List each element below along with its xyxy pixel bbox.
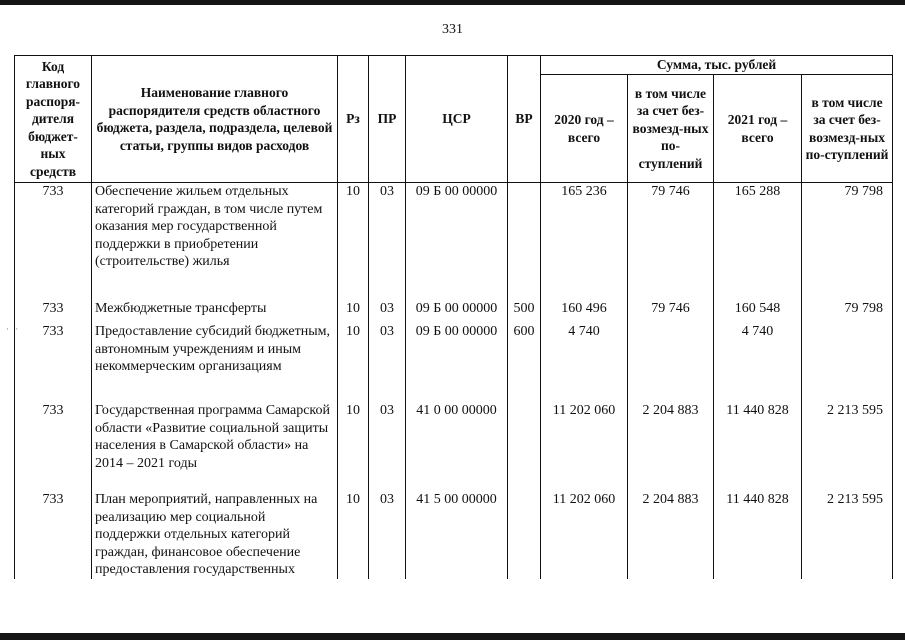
budget-table — [14, 55, 893, 579]
cell-2021-free: 2 213 595 — [802, 491, 893, 579]
page-number: 331 — [442, 22, 463, 37]
cell-rz: 10 — [338, 323, 369, 402]
cell-2020-total: 165 236 — [541, 183, 628, 301]
cell-name: План мероприятий, направленных на реализацию мер социальной поддержки отдельных категорий граждан, финансовое обеспечение предоставления государственных — [92, 491, 338, 579]
cell-vr — [508, 491, 541, 579]
header-2021-total: 2021 год – всего — [714, 75, 802, 183]
cell-code: 733 — [15, 183, 92, 301]
cell-pr: 03 — [369, 491, 406, 579]
cell-2020-total: 11 202 060 — [541, 402, 628, 491]
header-2020-total: 2020 год – всего — [541, 75, 628, 183]
table-row — [15, 183, 893, 301]
cell-code: 733 — [15, 402, 92, 491]
cell-2021-total: 160 548 — [714, 300, 802, 323]
header-rz: Рз — [338, 56, 369, 183]
table-row — [15, 300, 893, 323]
cell-name: Обеспечение жильем отдельных категорий граждан, в том числе путем оказания мер государственной поддержки в приобретении (строительстве) жилья — [92, 183, 338, 301]
cell-2020-free — [628, 323, 714, 402]
header-2020-free: в том числе за счет без-возмезд-ных по-ступлений — [628, 75, 714, 183]
cell-2020-free: 2 204 883 — [628, 491, 714, 579]
header-sum: Сумма, тыс. рублей — [541, 56, 893, 75]
cell-2021-total: 4 740 — [714, 323, 802, 402]
cell-code: 733 — [15, 491, 92, 579]
header-code: Код главного распоря-дителя бюджет-ных средств — [15, 56, 92, 183]
cell-2021-free — [802, 323, 893, 402]
table-row — [15, 491, 893, 579]
cell-2020-free: 79 746 — [628, 183, 714, 301]
top-scan-border — [0, 0, 905, 5]
table-row — [15, 402, 893, 491]
cell-rz: 10 — [338, 402, 369, 491]
cell-rz: 10 — [338, 183, 369, 301]
table-row — [15, 323, 893, 402]
cell-vr: 500 — [508, 300, 541, 323]
cell-2021-free: 2 213 595 — [802, 402, 893, 491]
header-csr: ЦСР — [406, 56, 508, 183]
cell-vr: 600 — [508, 323, 541, 402]
cell-vr — [508, 402, 541, 491]
cell-name: Межбюджетные трансферты — [92, 300, 338, 323]
header-2021-free: в том числе за счет без-возмезд-ных по-ступлений — [802, 75, 893, 183]
cell-2021-total: 11 440 828 — [714, 402, 802, 491]
cell-2020-total: 160 496 — [541, 300, 628, 323]
cell-2020-total: 4 740 — [541, 323, 628, 402]
cell-csr: 41 0 00 00000 — [406, 402, 508, 491]
cell-code: 733 — [15, 300, 92, 323]
table-header — [15, 56, 893, 183]
cell-2020-free: 79 746 — [628, 300, 714, 323]
cell-csr: 41 5 00 00000 — [406, 491, 508, 579]
bottom-scan-border — [0, 633, 905, 640]
cell-2021-free: 79 798 — [802, 300, 893, 323]
header-pr: ПР — [369, 56, 406, 183]
cell-csr: 09 Б 00 00000 — [406, 300, 508, 323]
cell-csr: 09 Б 00 00000 — [406, 183, 508, 301]
cell-2020-total: 11 202 060 — [541, 491, 628, 579]
cell-2021-free: 79 798 — [802, 183, 893, 301]
cell-code: 733 — [15, 323, 92, 402]
cell-rz: 10 — [338, 300, 369, 323]
header-vr: ВР — [508, 56, 541, 183]
table-body — [15, 183, 893, 579]
cell-2020-free: 2 204 883 — [628, 402, 714, 491]
cell-csr: 09 Б 00 00000 — [406, 323, 508, 402]
cell-2021-total: 165 288 — [714, 183, 802, 301]
cell-vr — [508, 183, 541, 301]
cell-pr: 03 — [369, 323, 406, 402]
header-name: Наименование главного распорядителя средств областного бюджета, раздела, подраздела, целевой статьи, группы видов расходов — [92, 56, 338, 183]
cell-2021-total: 11 440 828 — [714, 491, 802, 579]
cell-name: Предоставление субсидий бюджетным, автономным учреждениям и иным некоммерческим организациям — [92, 323, 338, 402]
scan-artifact: · · — [6, 324, 21, 334]
cell-pr: 03 — [369, 183, 406, 301]
cell-rz: 10 — [338, 491, 369, 579]
cell-pr: 03 — [369, 402, 406, 491]
cell-name: Государственная программа Самарской области «Развитие социальной защиты населения в Самарской области» на 2014 – 2021 годы — [92, 402, 338, 491]
cell-pr: 03 — [369, 300, 406, 323]
